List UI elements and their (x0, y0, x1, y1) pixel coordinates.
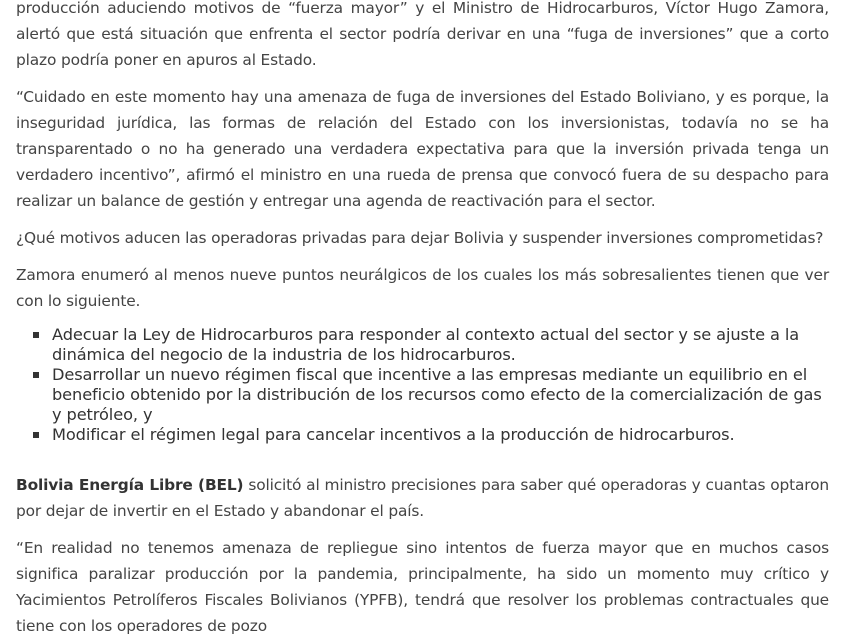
list-item: Desarrollar un nuevo régimen fiscal que incentive a las empresas mediante un equilibrio en el beneficio obtenido por la distribución de los recursos como efecto de la comercialización de gas y petróleo, y (52, 365, 829, 425)
paragraph-4: Bolivia Energía Libre (BEL) solicitó al ministro precisiones para saber qué operadoras y cuantas optaron por dejar de invertir en el Estado y abandonar el país. (16, 476, 829, 520)
paragraph-question: ¿Qué motivos aducen las operadoras privadas para dejar Bolivia y suspender inversiones comprometidas? (16, 229, 824, 247)
paragraph-3: Zamora enumeró al menos nueve puntos neurálgicos de los cuales los más sobresalientes tienen que ver con lo siguiente. (16, 266, 829, 310)
bullet-icon (33, 372, 39, 378)
bel-name: Bolivia Energía Libre (BEL) (16, 476, 244, 494)
bullet-icon (33, 332, 39, 338)
paragraph-1: producción aduciendo motivos de “fuerza mayor” y el Ministro de Hidrocarburos, Víctor Hugo Zamora, alertó que está situación que enfrenta el sector podría derivar en una “fuga de inversiones” que a corto plazo podría poner en apuros al Estado. (16, 0, 829, 69)
paragraph-2: “Cuidado en este momento hay una amenaza de fuga de inversiones del Estado Boliviano, y es porque, la inseguridad jurídica, las formas de relación del Estado con los inversionistas, todavía no se ha transparentado o no ha generado una verdadera expectativa para que la inversión privada tenga un verdadero incentivo”, afirmó el ministro en una rueda de prensa que convocó fuera de su despacho para realizar un balance de gestión y entregar una agenda de reactivación para el sector. (16, 88, 829, 210)
points-list (16, 325, 829, 445)
bullet-icon (33, 432, 39, 438)
list-item: Modificar el régimen legal para cancelar incentivos a la producción de hidrocarburos. (52, 425, 829, 445)
paragraph-5: “En realidad no tenemos amenaza de repliegue sino intentos de fuerza mayor que en muchos casos significa paralizar producción por la pandemia, principalmente, ha sido un momento muy crítico y Yacimientos Petrolíferos Fiscales Bolivianos (YPFB), tendrá que resolver los problemas contractuales que tiene con los operadores de pozo (16, 539, 829, 635)
list-item: Adecuar la Ley de Hidrocarburos para responder al contexto actual del sector y se ajuste a la dinámica del negocio de la industria de los hidrocarburos. (52, 325, 829, 365)
